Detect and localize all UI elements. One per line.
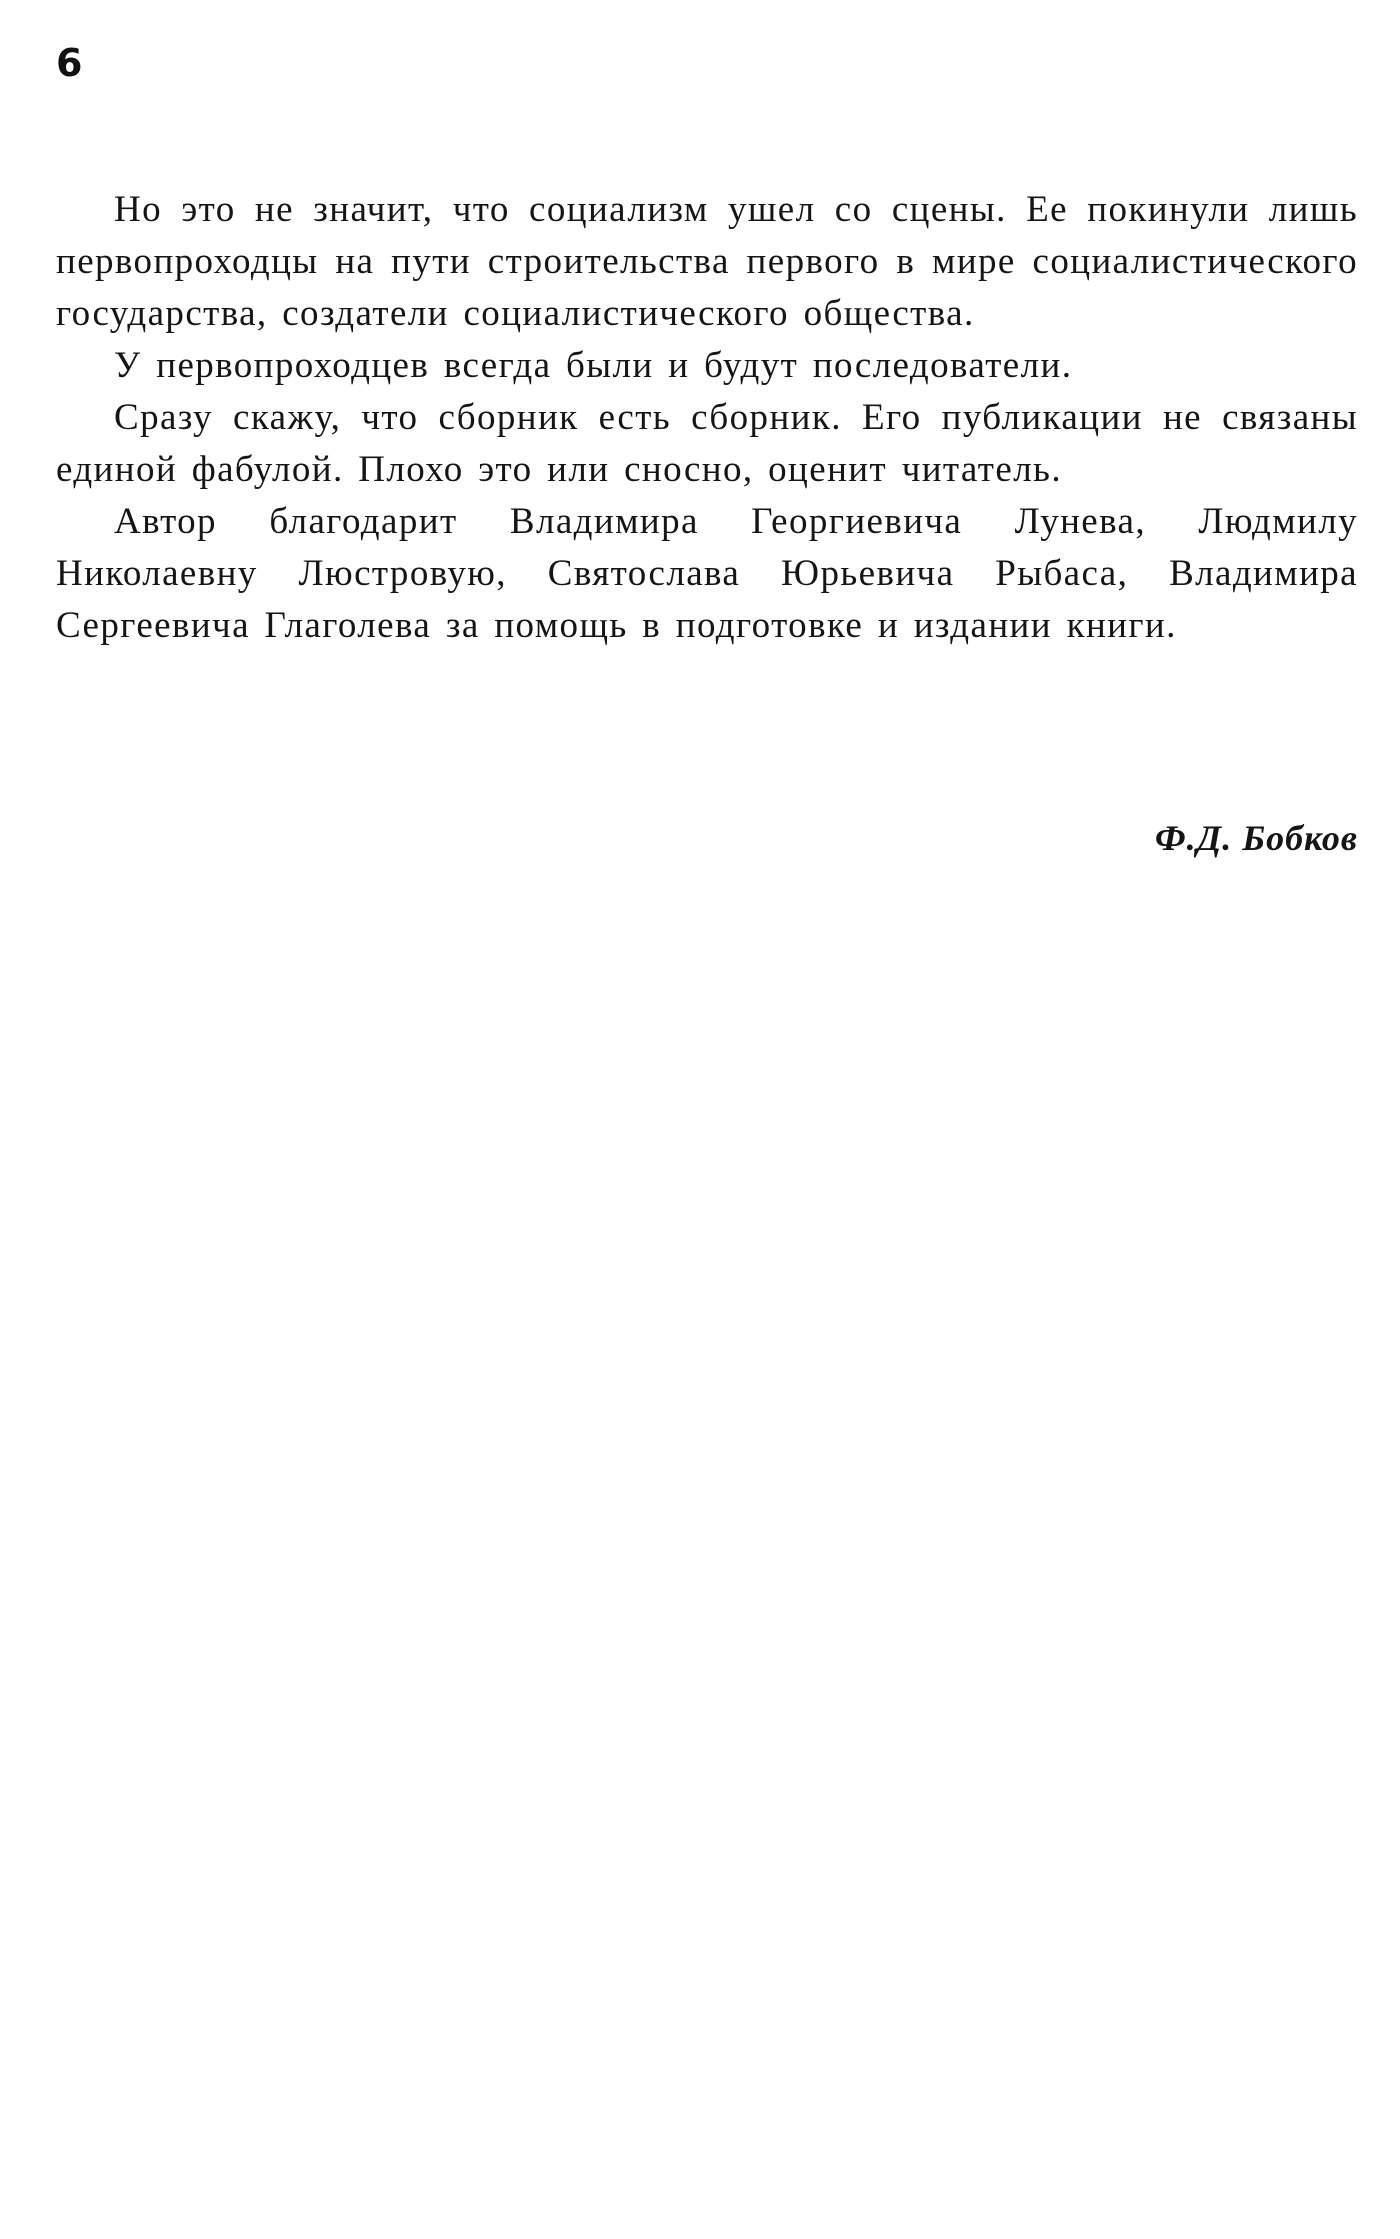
author-signature: Ф.Д. Бобков [1155, 818, 1358, 858]
paragraph-1: Но это не значит, что социализм ушел со сцены. Ее покинули лишь первопроходцы на пути строительства первого в мире социалистического государства, создатели социалистического общества. [56, 189, 1358, 334]
paragraph-3: Сразу скажу, что сборник есть сборник. Его публикации не связаны единой фабулой. Плохо это или сносно, оценит читатель. [56, 397, 1358, 490]
page-number: 6 [56, 41, 83, 85]
paragraph-4: Автор благодарит Владимира Георгиевича Лунева, Людмилу Николаевну Люстровую, Святослава Юрьевича Рыбаса, Владимира Сергеевича Глаголева за помощь в подготовке и издании книги. [56, 501, 1358, 646]
main-text [56, 184, 1358, 652]
paragraph-2: У первопроходцев всегда были и будут последователи. [114, 345, 1073, 386]
